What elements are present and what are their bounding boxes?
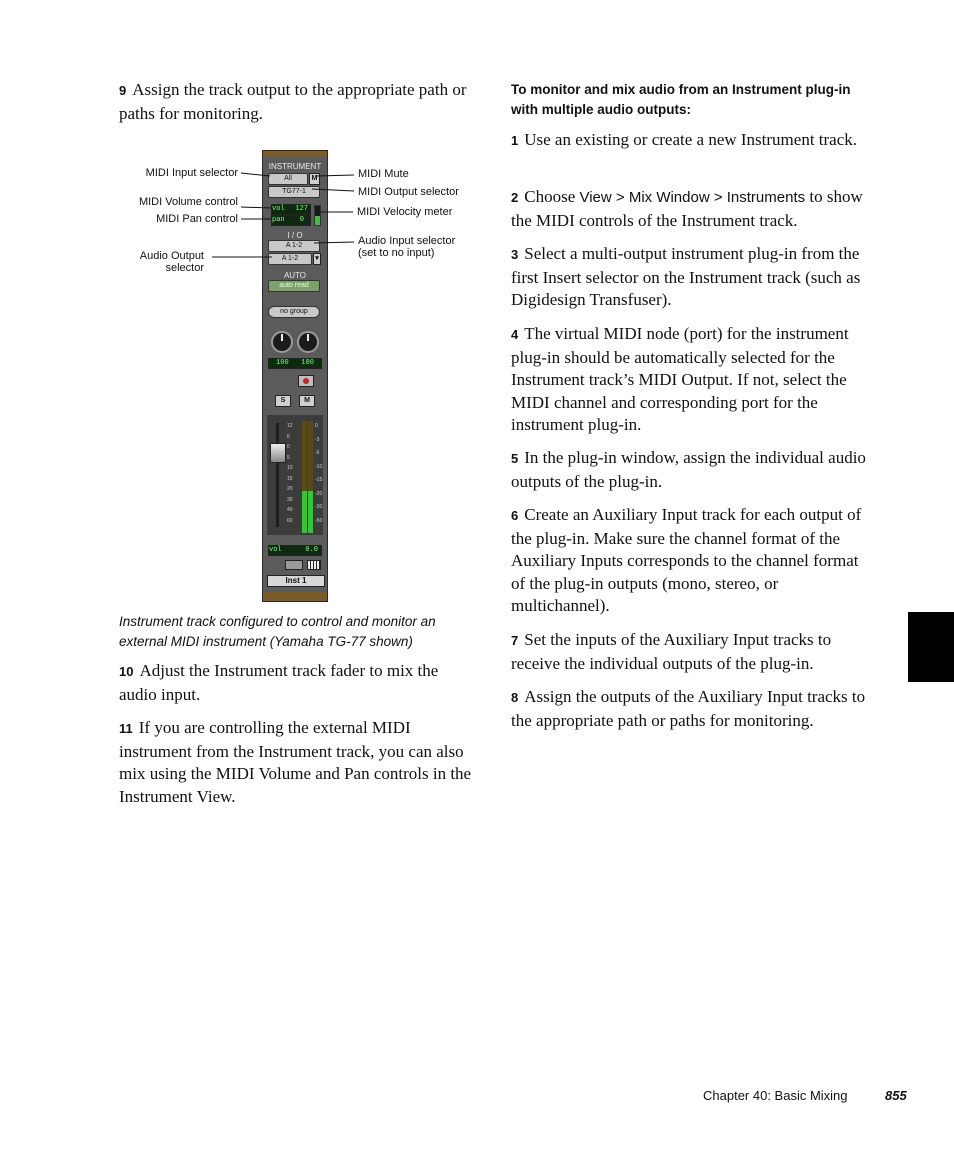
pan-left-value: 100 — [276, 359, 289, 367]
step-number: 7 — [511, 633, 519, 648]
auto-section-title: AUTO — [283, 271, 307, 280]
step-2 — [511, 186, 871, 232]
callout-audio-input-line1: Audio Input selector — [358, 235, 456, 247]
mute-button[interactable]: M — [299, 395, 315, 407]
step-text: Adjust the Instrument track fader to mix the audio input. — [119, 661, 439, 704]
step-number: 11 — [119, 721, 133, 736]
pan-readout — [268, 358, 322, 369]
callout-midi-mute: MIDI Mute — [358, 168, 409, 180]
volume-fader[interactable] — [270, 443, 286, 463]
step-8 — [511, 686, 873, 732]
step-text: Assign the outputs of the Auxiliary Input tracks to the appropriate path or paths for monitoring. — [511, 687, 866, 730]
callout-midi-pan-control: MIDI Pan control — [156, 213, 238, 225]
callout-midi-volume-control: MIDI Volume control — [138, 196, 238, 208]
step-number: 9 — [119, 83, 127, 98]
step-number: 3 — [511, 247, 519, 262]
callout-midi-output-selector: MIDI Output selector — [358, 186, 459, 198]
meter-scale-tick: 0 — [315, 423, 318, 429]
step-number: 6 — [511, 508, 519, 523]
step-text: In the plug-in window, assign the individual audio outputs of the plug-in. — [511, 448, 866, 491]
io-section-title: I / O — [287, 231, 303, 240]
record-enable-button[interactable] — [298, 375, 314, 387]
fader-scale-tick: 6 — [287, 433, 290, 440]
pan-left-knob[interactable] — [271, 331, 293, 353]
instrument-section-title: INSTRUMENT — [268, 162, 322, 171]
step-3 — [511, 243, 871, 312]
keyboard-icon[interactable] — [307, 560, 321, 570]
midi-input-selector[interactable]: All — [268, 173, 308, 185]
step-text: If you are controlling the external MIDI instrument from the Instrument track, you can also mix using the MIDI Volume and Pan controls in the Instrument View. — [119, 718, 472, 806]
figure-caption: Instrument track configured to control and monitor an external MIDI instrument (Yamaha TG-77 shown) — [119, 614, 436, 649]
step-6 — [511, 504, 871, 618]
step-text: The virtual MIDI node (port) for the instrument plug-in should be automatically selected for the Instrument track’s MIDI Output. If not, select the MIDI channel and corresponding port for the instrument plug-in. — [511, 324, 849, 434]
midi-volume-control[interactable] — [271, 204, 311, 215]
pan-right-value: 100 — [301, 359, 314, 367]
step-text-post: to show the MIDI controls of the Instrument track. — [511, 187, 863, 230]
lcd-vol-value: 0.0 — [305, 546, 318, 554]
audio-input-selector[interactable]: A 1-2 — [268, 240, 320, 252]
chapter-thumb-tab — [908, 612, 954, 682]
fader-scale-tick: 0 — [287, 444, 290, 450]
meter-scale-tick: -20 — [315, 490, 323, 497]
track-name-plate[interactable]: Inst 1 — [267, 575, 325, 587]
step-text: Use an existing or create a new Instrument track. — [524, 130, 858, 149]
meter-scale-tick: -6 — [315, 450, 320, 456]
step-number: 4 — [511, 327, 519, 342]
fader-scale-tick: 20 — [287, 486, 293, 492]
vol-label: vol — [272, 205, 285, 213]
output-arrow-icon[interactable]: ▾ — [313, 253, 321, 265]
fader-scale-tick: 5 — [287, 454, 290, 461]
footer-page-number: 855 — [885, 1088, 907, 1103]
callout-audio-output-selector — [140, 250, 204, 274]
fader-scale-tick: 30 — [287, 496, 293, 503]
callout-midi-velocity-meter: MIDI Velocity meter — [357, 206, 453, 218]
midi-output-selector[interactable]: TG77-1 — [268, 186, 320, 198]
step-5 — [511, 447, 871, 493]
fader-scale-tick: 60 — [287, 517, 293, 524]
record-icon — [303, 378, 309, 384]
pan-value: 0 — [299, 216, 304, 224]
meter-scale-tick: -50 — [315, 517, 323, 524]
callout-audio-output-line2: selector — [165, 262, 204, 274]
pan-label: pan — [272, 216, 285, 224]
step-number: 10 — [119, 664, 134, 679]
pan-right-knob[interactable] — [297, 331, 319, 353]
meter-scale-tick: -15 — [315, 477, 323, 483]
fader-track — [276, 423, 279, 527]
fader-scale-tick: 40 — [287, 507, 293, 513]
volume-readout — [268, 545, 322, 556]
audio-output-selector[interactable]: A 1-2 — [268, 253, 312, 265]
step-1 — [511, 129, 871, 153]
level-meter-right — [308, 421, 313, 533]
vol-value: 127 — [295, 205, 308, 213]
meter-scale-tick: -10 — [315, 463, 323, 470]
step-text: Set the inputs of the Auxiliary Input tracks to receive the individual outputs of the plug-in. — [511, 630, 832, 673]
callout-midi-input-selector: MIDI Input selector — [145, 167, 238, 179]
strip-wood-top — [263, 151, 327, 157]
menu-path: View > Mix Window > Instruments — [579, 189, 806, 206]
step-4 — [511, 323, 873, 437]
midi-mute-button[interactable]: M — [309, 173, 320, 185]
step-11 — [119, 717, 477, 808]
midi-velocity-meter — [314, 205, 321, 226]
fader-scale-tick: 15 — [287, 475, 293, 482]
step-text: Select a multi-output instrument plug-in from the first Insert selector on the Instrument track (such as Digidesign Transfuser). — [511, 244, 861, 309]
window-icon[interactable] — [285, 560, 303, 570]
midi-pan-control[interactable] — [271, 215, 311, 226]
callout-audio-input-line2: (set to no input) — [358, 247, 435, 259]
step-text: Assign the track output to the appropriate path or paths for monitoring. — [119, 80, 467, 123]
step-7 — [511, 629, 873, 675]
callout-audio-output-line1: Audio Output — [139, 250, 204, 262]
solo-button[interactable]: S — [275, 395, 291, 407]
step-text-pre: Choose — [524, 187, 576, 206]
group-selector[interactable]: no group — [268, 306, 320, 318]
callout-audio-input-selector — [358, 235, 455, 259]
automation-mode-selector[interactable]: auto read — [268, 280, 320, 292]
step-number: 8 — [511, 690, 519, 705]
step-text: Create an Auxiliary Input track for each output of the plug-in. Make sure the channel format of the Auxiliary Inputs corresponds to the channel format of the plug-in outputs (mono, stereo, or multichannel). — [511, 505, 862, 615]
step-9 — [119, 79, 479, 125]
fader-scale-tick: 12 — [287, 423, 293, 429]
step-10 — [119, 660, 479, 706]
step-number: 1 — [511, 133, 519, 148]
step-number: 5 — [511, 451, 519, 466]
footer-chapter: Chapter 40: Basic Mixing — [703, 1088, 848, 1103]
meter-scale-tick: -3 — [315, 436, 320, 443]
procedure-heading: To monitor and mix audio from an Instrument plug-in with multiple audio outputs: — [511, 82, 851, 117]
instrument-track-strip — [262, 150, 328, 602]
fader-scale-tick: 10 — [287, 465, 293, 471]
meter-scale-tick: -30 — [315, 504, 323, 510]
step-number: 2 — [511, 190, 519, 205]
level-meter-left — [302, 421, 307, 533]
strip-wood-bottom — [263, 592, 327, 601]
lcd-vol-label: vol — [269, 546, 282, 554]
